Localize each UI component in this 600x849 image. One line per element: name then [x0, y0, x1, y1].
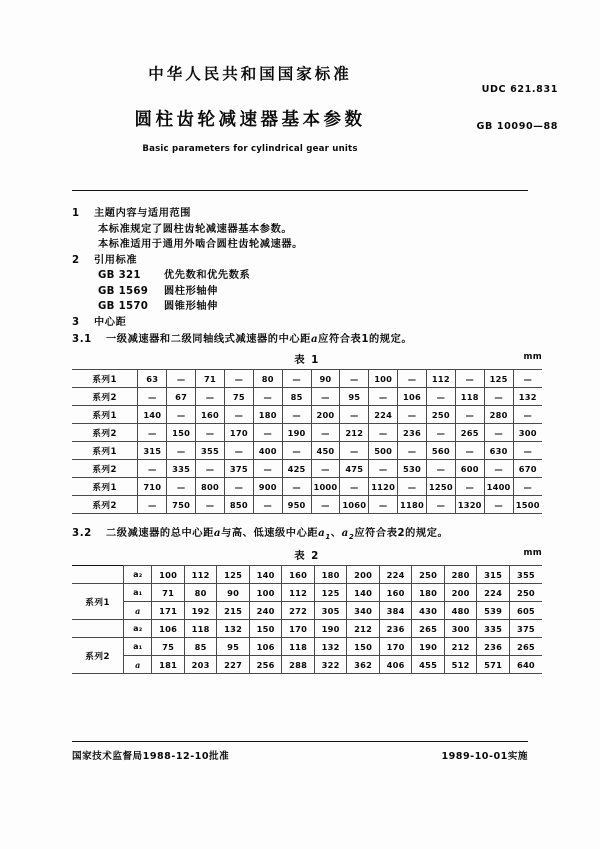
- cell: —: [311, 388, 340, 406]
- reference-code: GB 1569: [98, 285, 149, 297]
- table-2-caption: 表 2: [294, 550, 320, 563]
- row-label: 系列1: [72, 406, 138, 424]
- table-2-block: [72, 547, 542, 674]
- page-title-english: Basic parameters for cylindrical gear units: [142, 144, 358, 154]
- cell: —: [167, 406, 196, 424]
- cell: 170: [282, 620, 315, 638]
- cell: —: [513, 442, 542, 460]
- cell: —: [455, 406, 484, 424]
- cell: 171: [152, 602, 185, 620]
- table-row: [72, 424, 542, 442]
- cell: 106: [152, 620, 185, 638]
- cell: 1250: [426, 478, 455, 496]
- table-row: [72, 566, 542, 584]
- section-2-heading: [72, 253, 542, 269]
- udc-code: UDC 621.831: [481, 84, 558, 95]
- table-row: [72, 620, 542, 638]
- cell: 150: [347, 638, 380, 656]
- cell: —: [196, 496, 225, 514]
- cell: 200: [347, 566, 380, 584]
- cell: —: [426, 424, 455, 442]
- cell: —: [340, 370, 369, 388]
- table-2: [72, 565, 542, 674]
- cell: 250: [509, 584, 542, 602]
- table-row: [72, 406, 542, 424]
- cell: —: [426, 388, 455, 406]
- cell: 800: [196, 478, 225, 496]
- cell: —: [513, 370, 542, 388]
- cell: —: [253, 460, 282, 478]
- table-row: [72, 584, 542, 602]
- row-label-a2: a₂: [124, 566, 152, 584]
- document-header: [0, 0, 600, 154]
- cell: 315: [138, 442, 167, 460]
- cell: —: [398, 370, 427, 388]
- cell: 90: [311, 370, 340, 388]
- cell: —: [369, 388, 398, 406]
- cell: 227: [217, 656, 250, 674]
- cell: 71: [152, 584, 185, 602]
- cell: 560: [426, 442, 455, 460]
- cell: —: [369, 424, 398, 442]
- cell: 640: [509, 656, 542, 674]
- approval-info: 国家技术监督局1988-12-10批准: [72, 751, 230, 762]
- cell: 118: [184, 620, 217, 638]
- cell: 180: [314, 566, 347, 584]
- cell: 280: [484, 406, 513, 424]
- section-3-heading: [72, 315, 542, 331]
- cell: —: [138, 424, 167, 442]
- issuing-organization: 中华人民共和国国家标准: [148, 65, 352, 83]
- cell: 132: [513, 388, 542, 406]
- cell: 190: [282, 424, 311, 442]
- cell: 112: [184, 566, 217, 584]
- cell: 212: [340, 424, 369, 442]
- cell: —: [455, 478, 484, 496]
- cell: 140: [347, 584, 380, 602]
- cell: —: [398, 406, 427, 424]
- section-3-1-text: [72, 330, 542, 345]
- cell: 118: [455, 388, 484, 406]
- document-body: [72, 206, 542, 674]
- cell: 355: [196, 442, 225, 460]
- cell: 140: [249, 566, 282, 584]
- cell: —: [513, 478, 542, 496]
- cell: 605: [509, 602, 542, 620]
- cell: —: [311, 496, 340, 514]
- cell: —: [455, 370, 484, 388]
- cell: 384: [379, 602, 412, 620]
- cell: 236: [477, 638, 510, 656]
- cell: —: [224, 442, 253, 460]
- cell: —: [138, 460, 167, 478]
- cell: —: [196, 388, 225, 406]
- header-divider-rule: [72, 190, 528, 191]
- cell: —: [398, 478, 427, 496]
- section-1-title: 主题内容与适用范围: [94, 208, 192, 219]
- variable-a2: a: [341, 527, 349, 539]
- cell: 170: [224, 424, 253, 442]
- cell: 480: [444, 602, 477, 620]
- cell: 125: [217, 566, 250, 584]
- cell: —: [484, 424, 513, 442]
- cell: —: [311, 424, 340, 442]
- cell: —: [369, 460, 398, 478]
- table-row: [72, 638, 542, 656]
- cell: 125: [484, 370, 513, 388]
- variable-a2-subscript: 2: [348, 533, 355, 542]
- cell: —: [167, 370, 196, 388]
- cell: 900: [253, 478, 282, 496]
- cell: 430: [412, 602, 445, 620]
- cell: 132: [314, 638, 347, 656]
- cell: 100: [152, 566, 185, 584]
- cell: 236: [398, 424, 427, 442]
- cell: —: [167, 478, 196, 496]
- row-label-a: a: [124, 656, 152, 674]
- cell: 150: [249, 620, 282, 638]
- cell: 539: [477, 602, 510, 620]
- variable-separator: 、: [330, 528, 342, 539]
- cell: 200: [444, 584, 477, 602]
- cell: 355: [509, 566, 542, 584]
- page-title: 圆柱齿轮减速器基本参数: [134, 110, 366, 130]
- cell: 315: [477, 566, 510, 584]
- cell: 106: [398, 388, 427, 406]
- cell: 100: [369, 370, 398, 388]
- cell: —: [455, 442, 484, 460]
- section-1-paragraph-1: 本标准规定了圆柱齿轮减速器基本参数。: [98, 223, 293, 235]
- cell: 106: [249, 638, 282, 656]
- cell: 335: [477, 620, 510, 638]
- section-3-1-text-part-a: 一级减速器和二级同轴线式减速器的中心距: [106, 334, 311, 345]
- implementation-info: 1989-10-01实施: [441, 751, 528, 762]
- row-label: 系列2: [72, 388, 138, 406]
- row-label: 系列1: [72, 442, 138, 460]
- cell: 200: [311, 406, 340, 424]
- section-2-number: 2: [72, 254, 80, 266]
- reference-name: 圆柱形轴伸: [164, 285, 218, 297]
- cell: 112: [282, 584, 315, 602]
- cell: —: [253, 496, 282, 514]
- table-row: [72, 460, 542, 478]
- cell: 90: [217, 584, 250, 602]
- cell: 125: [314, 584, 347, 602]
- cell: 250: [426, 406, 455, 424]
- cell: 95: [340, 388, 369, 406]
- spacer: [72, 620, 124, 638]
- table-row: [72, 496, 542, 514]
- cell: 1000: [311, 478, 340, 496]
- cell: 212: [444, 638, 477, 656]
- table-row: [72, 442, 542, 460]
- document-footer: [72, 748, 528, 762]
- cell: 180: [412, 584, 445, 602]
- cell: 1320: [455, 496, 484, 514]
- row-label: 系列1: [72, 370, 138, 388]
- cell: —: [426, 496, 455, 514]
- cell: 406: [379, 656, 412, 674]
- reference-code: GB 1570: [98, 301, 149, 312]
- corner-spacer: [72, 566, 124, 584]
- cell: 300: [444, 620, 477, 638]
- cell: 100: [249, 584, 282, 602]
- cell: —: [282, 442, 311, 460]
- cell: 375: [224, 460, 253, 478]
- table-1-body: [72, 370, 542, 514]
- cell: 67: [167, 388, 196, 406]
- cell: 1060: [340, 496, 369, 514]
- cell: 85: [282, 388, 311, 406]
- reference-code: GB 321: [98, 270, 141, 281]
- cell: —: [224, 370, 253, 388]
- section-3-1-number: 3.1: [72, 334, 92, 345]
- cell: 75: [152, 638, 185, 656]
- table-2-unit: mm: [523, 548, 542, 559]
- reference-name: 优先数和优先数系: [164, 270, 251, 281]
- section-3-2-number: 3.2: [72, 528, 92, 539]
- cell: 215: [217, 602, 250, 620]
- cell: 160: [379, 584, 412, 602]
- cell: 192: [184, 602, 217, 620]
- cell: 335: [167, 460, 196, 478]
- cell: 265: [455, 424, 484, 442]
- cell: —: [282, 370, 311, 388]
- cell: 1500: [513, 496, 542, 514]
- cell: 224: [369, 406, 398, 424]
- cell: —: [282, 478, 311, 496]
- cell: —: [138, 388, 167, 406]
- reference-name: 圆锥形轴伸: [164, 301, 218, 312]
- cell: —: [224, 406, 253, 424]
- cell: —: [484, 460, 513, 478]
- row-label: 系列2: [72, 496, 138, 514]
- cell: 322: [314, 656, 347, 674]
- cell: 132: [217, 620, 250, 638]
- cell: 362: [347, 656, 380, 674]
- table-1: [72, 369, 542, 514]
- cell: 272: [282, 602, 315, 620]
- cell: 1400: [484, 478, 513, 496]
- table-row: [72, 656, 542, 674]
- cell: 300: [513, 424, 542, 442]
- cell: 280: [444, 566, 477, 584]
- section-3-2-text-part-b: 与高、低速级中心距: [221, 528, 319, 539]
- cell: 425: [282, 460, 311, 478]
- cell: 1120: [369, 478, 398, 496]
- cell: 250: [412, 566, 445, 584]
- series-label: 系列1: [72, 584, 124, 620]
- cell: 630: [484, 442, 513, 460]
- cell: 160: [282, 566, 315, 584]
- variable-a1: a: [318, 527, 326, 539]
- cell: —: [340, 406, 369, 424]
- cell: —: [426, 460, 455, 478]
- cell: 571: [477, 656, 510, 674]
- row-label: 系列2: [72, 460, 138, 478]
- cell: 95: [217, 638, 250, 656]
- footer-divider-rule: [72, 741, 528, 742]
- table-row: [72, 602, 542, 620]
- cell: —: [340, 442, 369, 460]
- cell: —: [369, 496, 398, 514]
- row-label-a: a: [124, 602, 152, 620]
- cell: 85: [184, 638, 217, 656]
- cell: —: [196, 460, 225, 478]
- cell: 710: [138, 478, 167, 496]
- cell: 118: [282, 638, 315, 656]
- cell: 80: [253, 370, 282, 388]
- cell: 340: [347, 602, 380, 620]
- table-1-caption: 表 1: [294, 354, 320, 366]
- section-1-heading: [72, 206, 542, 222]
- cell: 256: [249, 656, 282, 674]
- section-3-title: 中心距: [94, 316, 127, 328]
- cell: 180: [253, 406, 282, 424]
- cell: —: [196, 424, 225, 442]
- cell: —: [167, 442, 196, 460]
- cell: 140: [138, 406, 167, 424]
- cell: 170: [379, 638, 412, 656]
- table-row: [72, 370, 542, 388]
- cell: 224: [379, 566, 412, 584]
- cell: 512: [444, 656, 477, 674]
- section-2-title: 引用标准: [94, 254, 138, 266]
- cell: 80: [184, 584, 217, 602]
- section-3-2-text-part-c: 应符合表2的规定。: [354, 528, 449, 539]
- cell: 530: [398, 460, 427, 478]
- cell: 190: [314, 620, 347, 638]
- cell: 450: [311, 442, 340, 460]
- variable-a: a: [213, 527, 222, 539]
- cell: 150: [167, 424, 196, 442]
- cell: 160: [196, 406, 225, 424]
- cell: —: [398, 442, 427, 460]
- cell: 112: [426, 370, 455, 388]
- variable-a1-subscript: 1: [325, 533, 331, 542]
- cell: 236: [379, 620, 412, 638]
- cell: —: [253, 388, 282, 406]
- section-3-number: 3: [72, 316, 80, 328]
- cell: 212: [347, 620, 380, 638]
- cell: 240: [249, 602, 282, 620]
- row-label-a1: a₁: [124, 638, 152, 656]
- cell: 600: [455, 460, 484, 478]
- table-1-caption-row: [72, 351, 542, 366]
- cell: 375: [509, 620, 542, 638]
- cell: 455: [412, 656, 445, 674]
- cell: 400: [253, 442, 282, 460]
- reference-item: [72, 268, 542, 284]
- table-1-unit: mm: [523, 352, 542, 362]
- cell: 950: [282, 496, 311, 514]
- row-label: 系列1: [72, 478, 138, 496]
- section-1-paragraph-2: 本标准适用于通用外啮合圆柱齿轮减速器。: [98, 239, 303, 250]
- section-3-2-text-part-a: 二级减速器的总中心距: [106, 528, 214, 539]
- table-row: [72, 478, 542, 496]
- cell: —: [484, 388, 513, 406]
- cell: 71: [196, 370, 225, 388]
- cell: 63: [138, 370, 167, 388]
- cell: 75: [224, 388, 253, 406]
- section-3-1-text-part-b: 应符合表1的规定。: [318, 334, 413, 345]
- cell: —: [138, 496, 167, 514]
- cell: —: [282, 406, 311, 424]
- section-3-2-text: [72, 524, 542, 541]
- cell: 305: [314, 602, 347, 620]
- cell: 224: [477, 584, 510, 602]
- cell: 475: [340, 460, 369, 478]
- row-label-a2: a₂: [124, 620, 152, 638]
- cell: 288: [282, 656, 315, 674]
- cell: 500: [369, 442, 398, 460]
- variable-a: a: [310, 333, 319, 345]
- cell: —: [484, 496, 513, 514]
- cell: —: [311, 460, 340, 478]
- cell: 203: [184, 656, 217, 674]
- table-1-block: [72, 351, 542, 514]
- cell: 850: [224, 496, 253, 514]
- cell: 190: [412, 638, 445, 656]
- cell: —: [340, 478, 369, 496]
- cell: 1180: [398, 496, 427, 514]
- series-label: 系列2: [72, 638, 124, 674]
- cell: 750: [167, 496, 196, 514]
- cell: —: [253, 424, 282, 442]
- table-2-body: [72, 566, 542, 674]
- row-label: 系列2: [72, 424, 138, 442]
- table-2-caption-row: [72, 547, 542, 562]
- table-row: [72, 388, 542, 406]
- cell: 265: [509, 638, 542, 656]
- reference-item: [72, 284, 542, 300]
- standard-number: GB 10090—88: [476, 121, 558, 132]
- cell: 670: [513, 460, 542, 478]
- reference-item: [72, 299, 542, 315]
- cell: —: [513, 406, 542, 424]
- cell: —: [224, 478, 253, 496]
- cell: 265: [412, 620, 445, 638]
- row-label-a1: a₁: [124, 584, 152, 602]
- section-1-number: 1: [72, 208, 80, 219]
- cell: 181: [152, 656, 185, 674]
